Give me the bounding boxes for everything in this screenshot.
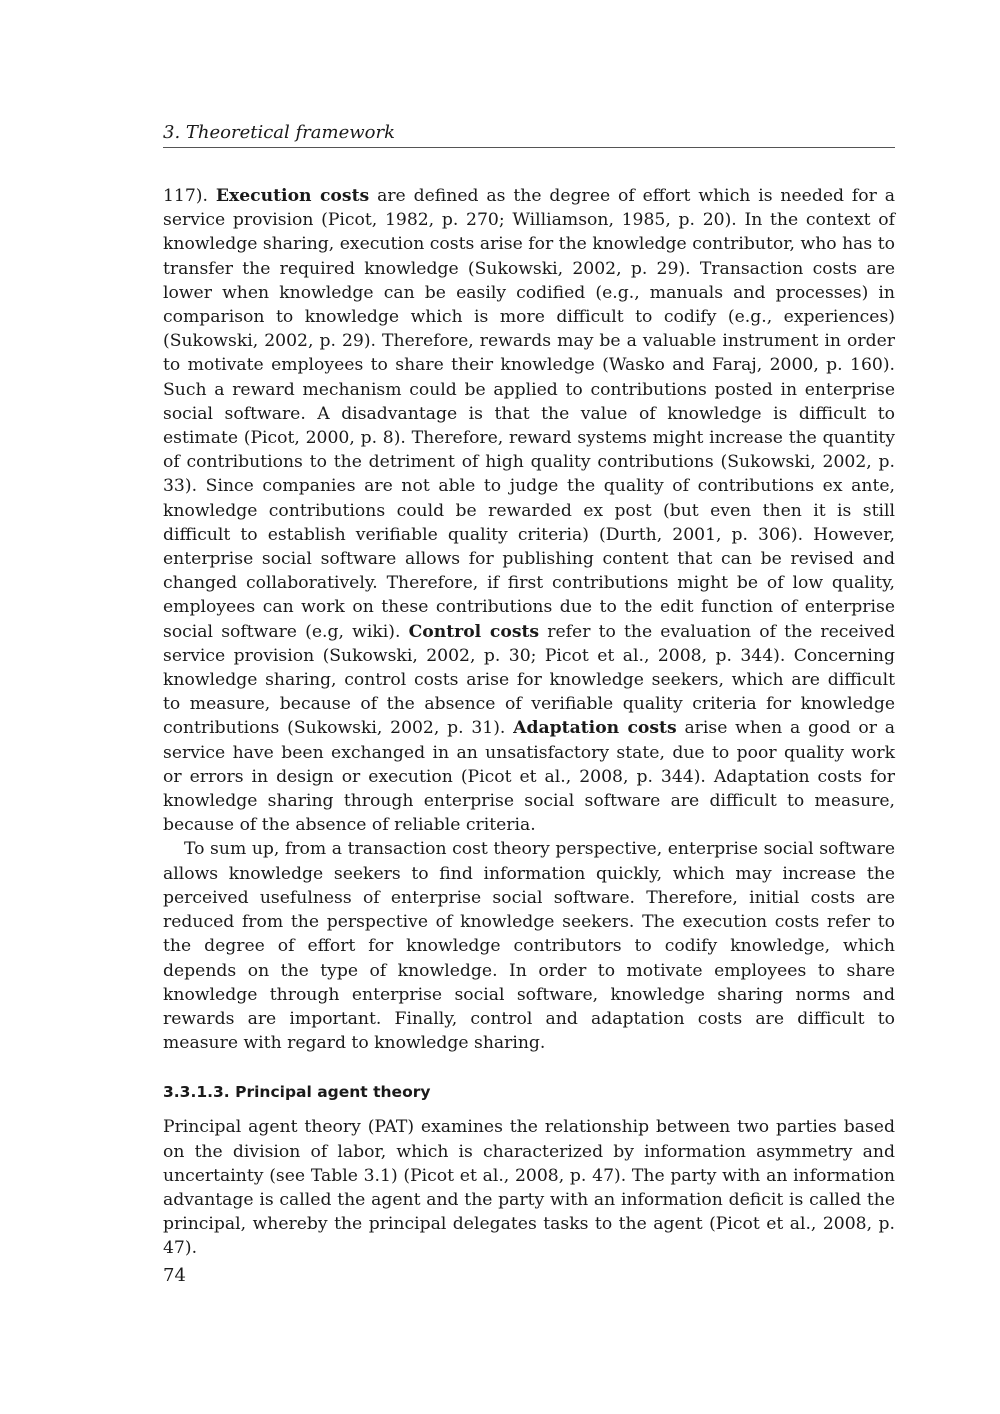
term-control-costs: Control costs bbox=[408, 621, 540, 642]
body-paragraph-3: Principal agent theory (PAT) examines the relationship between two parties based on the division of labor, which is characterized by information asymmetry and uncertainty (see Table 3.1) (Picot et al., 2008, p. 47). The party with an information advantage is called the agent and the party with an information deficit is called the principal, whereby the principal delegates tasks to the agent (Picot et al., 2008, p. 47). bbox=[163, 1117, 895, 1259]
paragraph-1-text-b: are defined as the degree of effort which is needed for a service provision (Picot, 1982, p. 270; Williamson, 1985, p. 20). In the context of knowledge sharing, execution costs arise for the knowledge contributor, who has to transfer the required knowledge (Sukowski, 2002, p. 29). Transaction costs are lower when knowledge can be easily codified (e.g., manuals and processes) in comparison to knowledge which is more difficult to codify (e.g., experiences) (Sukowski, 2002, p. 29). Therefore, rewards may be a valuable instrument in order to motivate employees to share their knowledge (Wasko and Faraj, 2000, p. 160). Such a reward mechanism could be applied to contributions posted in enterprise social software. A disadvantage is that the value of knowledge is difficult to estimate (Picot, 2000, p. 8). Therefore, reward systems might increase the quantity of contributions to the detriment of high quality contributions (Sukowski, 2002, p. 33). Since companies are not able to judge the quality of contributions ex ante, knowledge contributions could be rewarded ex post (but even then it is still difficult to establish verifiable quality criteria) (Durth, 2001, p. 306). However, enterprise social software allows for publishing content that can be revised and changed collaboratively. Therefore, if first contributions might be of low quality, employees can work on these contributions due to the edit function of enterprise social software (e.g, wiki). bbox=[163, 186, 895, 642]
paragraph-1-text-a: 117). bbox=[163, 186, 216, 206]
term-execution-costs: Execution costs bbox=[215, 186, 370, 206]
page-body bbox=[163, 184, 895, 1261]
term-adaptation-costs: Adaptation costs bbox=[513, 718, 677, 739]
body-paragraph-1 bbox=[163, 184, 895, 837]
paragraph-1-text-c: refer to the evaluation of the received service provision (Sukowski, 2002, p. 30; Picot et al., 2008, p. 344). Concerning knowledge sharing, control costs arise for knowledge seekers, which are difficult to measure, because of the absence of verifiable quality criteria for knowledge contributions (Sukowski, 2002, p. 31). bbox=[163, 621, 895, 739]
paragraph-1-text-d: arise when a good or a service have been exchanged in an unsatisfactory state, due to poor quality work or errors in design or execution (Picot et al., 2008, p. 344). Adaptation costs for knowledge sharing through enterprise social software are difficult to measure, because of the absence of reliable criteria. bbox=[163, 718, 896, 836]
page-number: 74 bbox=[163, 1265, 186, 1286]
section-heading-principal-agent-theory: 3.3.1.3. Principal agent theory bbox=[163, 1083, 431, 1102]
running-header bbox=[163, 120, 895, 148]
running-header-title: 3. Theoretical framework bbox=[163, 122, 395, 143]
body-paragraph-2: To sum up, from a transaction cost theory perspective, enterprise social software allows knowledge seekers to find information quickly, which may increase the perceived usefulness of enterprise social software. Therefore, initial costs are reduced from the perspective of knowledge seekers. The execution costs refer to the degree of effort for knowledge contributors to codify knowledge, which depends on the type of knowledge. In order to motivate employees to share knowledge through enterprise social software, knowledge sharing norms and rewards are important. Finally, control and adaptation costs are difficult to measure with regard to knowledge sharing. bbox=[163, 839, 895, 1054]
